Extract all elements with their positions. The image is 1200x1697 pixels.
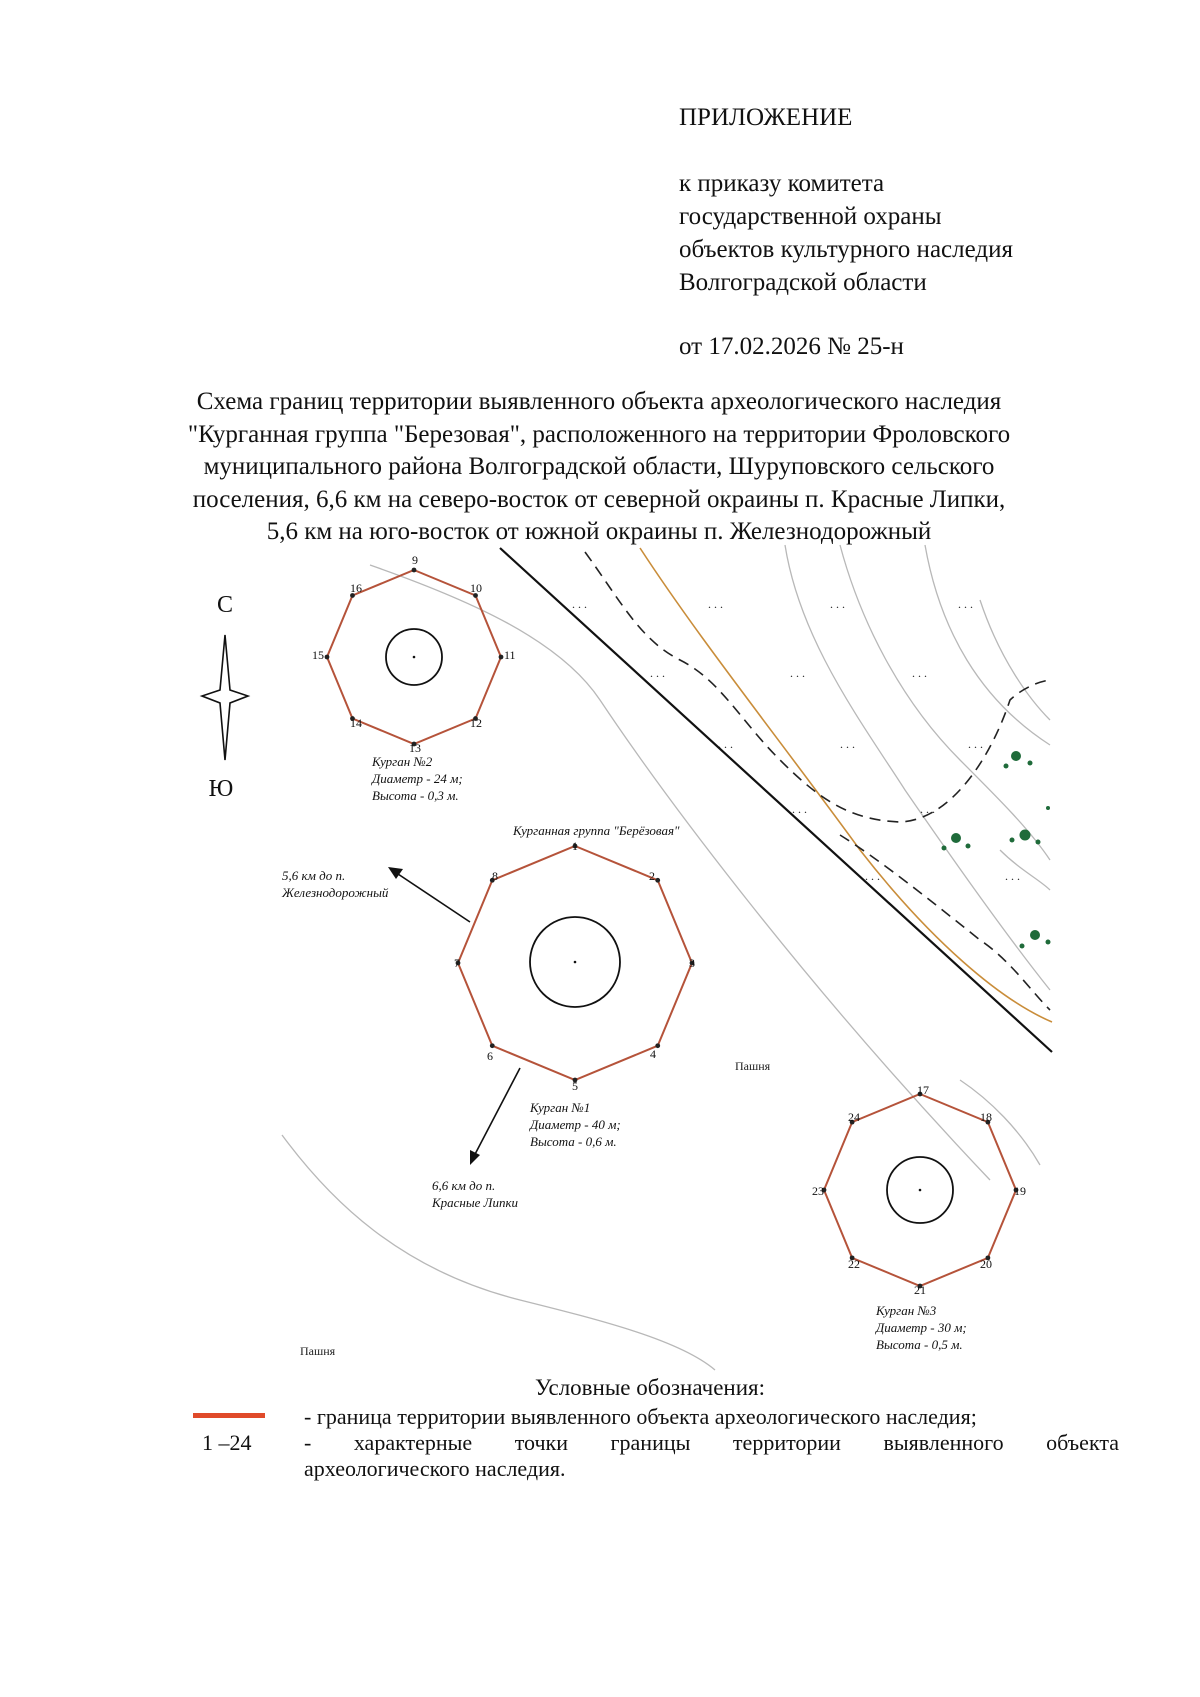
point-label: 17 (917, 1083, 929, 1097)
compass-north-label: С (216, 592, 234, 618)
field-label-east: Пашня (735, 1059, 771, 1073)
point-label: 22 (848, 1257, 860, 1271)
kurgan-2-height: Высота - 0,3 м. (372, 788, 459, 803)
boundary-point-marker (412, 568, 417, 573)
svg-text:. . .: . . . (708, 597, 723, 611)
arrow-south-line-1: 6,6 км до п. (432, 1178, 496, 1193)
kurgan-1-height: Высота - 0,6 м. (530, 1134, 617, 1149)
boundary-point-marker (325, 655, 330, 660)
point-label: 1 (572, 839, 578, 853)
kurgan-2-name: Курган №2 (372, 754, 433, 769)
point-label: 16 (350, 581, 362, 595)
order-date: от 17.02.2026 № 25-н (679, 333, 904, 360)
title-line: 5,6 км на юго-восток от южной окраины п. Железнодорожный (266, 518, 932, 545)
point-label: 5 (572, 1079, 578, 1093)
kurgan-3-name: Курган №3 (876, 1303, 937, 1318)
title-line: муниципального района Волгоградской области, Шуруповского сельского (203, 453, 995, 480)
legend-points-desc-2: археологического наследия. (304, 1456, 566, 1481)
kurgan-1-name: Курган №1 (530, 1100, 591, 1115)
point-label: 21 (914, 1283, 926, 1297)
title-line: "Курганная группа "Березовая", расположенного на территории Фроловского (187, 420, 1011, 448)
compass-rose (202, 592, 248, 802)
kurgan-3-diameter: Диаметр - 30 м; (876, 1320, 967, 1335)
kurgan-3 (812, 1083, 1026, 1352)
legend-points-desc-1: - характерные точки границы территории выявленного объекта (304, 1430, 1119, 1455)
point-label: 23 (812, 1184, 824, 1198)
scheme-title (130, 386, 1068, 549)
point-label: 12 (470, 716, 482, 730)
kurgan-1 (454, 839, 695, 1149)
kurgan-2-diameter: Диаметр - 24 м; (372, 771, 463, 786)
svg-text:. . .: . . . (968, 737, 983, 751)
svg-text:. . .: . . . (912, 666, 927, 680)
boundary-map (0, 540, 1200, 1380)
order-line-3: объектов культурного наследия (679, 236, 1013, 263)
point-label: 24 (848, 1110, 860, 1124)
point-label: 15 (312, 648, 324, 662)
point-label: 8 (492, 869, 498, 883)
point-label: 10 (470, 581, 482, 595)
svg-text:. . .: . . . (865, 869, 880, 883)
point-label: 13 (409, 741, 421, 755)
point-label: 20 (980, 1257, 992, 1271)
legend-points-key: 1 –24 (202, 1430, 252, 1455)
contour-lines (282, 545, 1050, 1370)
point-label: 18 (980, 1110, 992, 1124)
order-line-2: государственной охраны (679, 203, 942, 230)
arrow-to-krasnye-lipki (431, 1068, 520, 1210)
order-line-1: к приказу комитета (679, 170, 885, 197)
boundary-point-marker (499, 655, 504, 660)
legend-title: Условные обозначения: (534, 1375, 766, 1400)
svg-text:. . .: . . . (792, 802, 807, 816)
svg-text:. . .: . . . (650, 666, 665, 680)
legend-boundary-swatch (193, 1413, 265, 1418)
point-label: 11 (504, 648, 516, 662)
arrow-to-zheleznodorozhny (281, 867, 470, 922)
svg-text:. . .: . . . (718, 737, 733, 751)
svg-text:. . .: . . . (572, 597, 587, 611)
point-label: 2 (649, 869, 655, 883)
boundary-point-marker (655, 878, 660, 883)
road-line (500, 548, 1052, 1052)
point-label: 19 (1014, 1184, 1026, 1198)
group-label: Курганная группа "Берёзовая" (513, 823, 680, 838)
boundary-point-marker (490, 1043, 495, 1048)
orange-line (640, 548, 1052, 1022)
svg-text:. . .: . . . (840, 737, 855, 751)
svg-text:. . .: . . . (830, 597, 845, 611)
field-label-southwest: Пашня (300, 1344, 336, 1358)
title-line: Схема границ территории выявленного объекта археологического наследия (196, 388, 1002, 415)
kurgan-3-height: Высота - 0,5 м. (876, 1337, 963, 1352)
point-label: 7 (454, 956, 460, 970)
point-label: 9 (412, 553, 418, 567)
svg-text:. . .: . . . (1005, 869, 1020, 883)
order-line-4: Волгоградской области (679, 269, 927, 296)
appendix-heading: ПРИЛОЖЕНИЕ (679, 104, 853, 131)
svg-text:. . .: . . . (920, 802, 935, 816)
kurgan-1-diameter: Диаметр - 40 м; (530, 1117, 621, 1132)
point-label: 4 (650, 1047, 656, 1061)
point-label: 6 (487, 1049, 493, 1063)
point-label: 14 (350, 716, 362, 730)
point-label: 3 (689, 956, 695, 970)
arrow-south-line-2: Красные Липки (432, 1195, 519, 1210)
compass-south-label: Ю (208, 776, 234, 802)
boundary-point-marker (655, 1043, 660, 1048)
dashed-lines (585, 552, 1052, 1010)
svg-text:. . .: . . . (790, 666, 805, 680)
svg-text:. . .: . . . (958, 597, 973, 611)
arrow-north-line-1: 5,6 км до п. (282, 868, 346, 883)
title-line: поселения, 6,6 км на северо-восток от северной окраины п. Красные Липки, (192, 485, 1006, 513)
kurgan-2 (312, 553, 516, 803)
legend-boundary-desc: - граница территории выявленного объекта археологического наследия; (304, 1404, 977, 1429)
arrow-north-line-2: Железнодорожный (282, 885, 389, 900)
